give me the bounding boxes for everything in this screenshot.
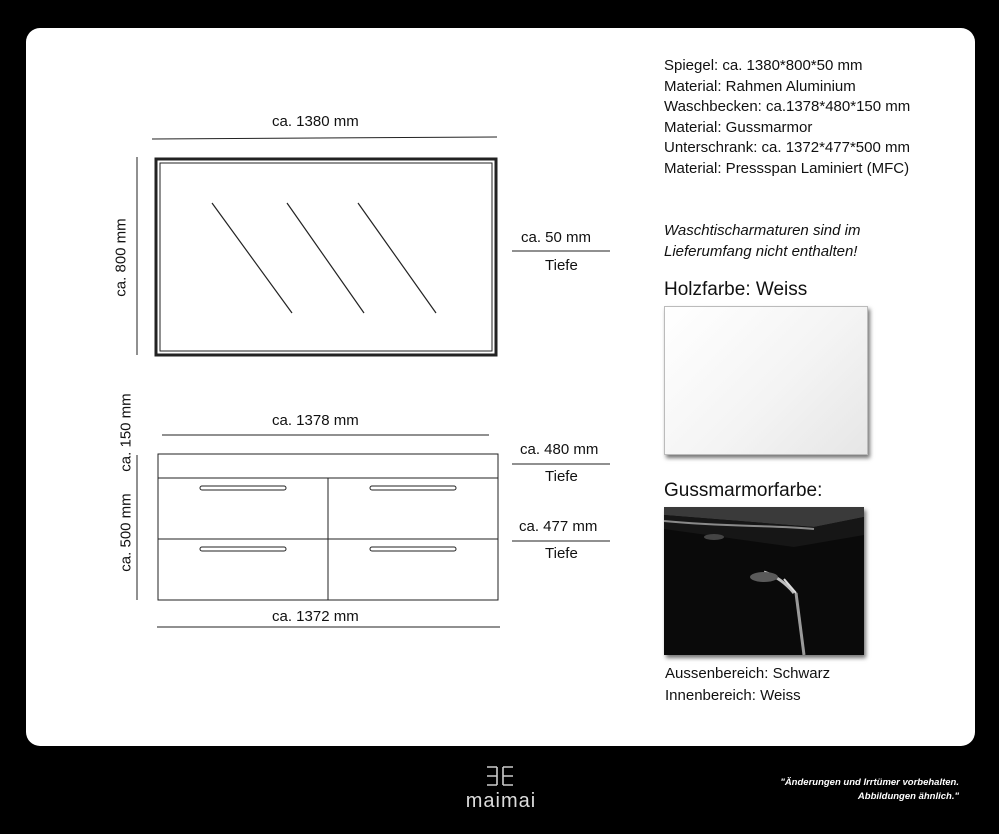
- outside-color-label: Aussenbereich: Schwarz: [665, 665, 831, 682]
- brand-logo-icon: [483, 765, 517, 789]
- mirror-width-dimension-line: [152, 137, 497, 139]
- basin-depth-caption: Tiefe: [545, 468, 578, 485]
- black-marble-swatch: [664, 507, 864, 655]
- spec-line: Unterschrank: ca. 1372*477*500 mm: [664, 139, 910, 157]
- drawer-handle: [370, 486, 456, 490]
- spec-line: Material: Pressspan Laminiert (MFC): [664, 159, 910, 177]
- cabinet-height-label: ca. 500 mm: [117, 493, 135, 572]
- disclaimer: [780, 776, 959, 804]
- spec-line: Material: Gussmarmor: [664, 118, 813, 136]
- mirror-reflection-line: [358, 203, 436, 313]
- marble-color-details: [665, 663, 830, 707]
- white-wood-swatch: [664, 306, 868, 455]
- fittings-note: [664, 220, 860, 262]
- marble-color-heading: Gussmarmorfarbe:: [664, 480, 823, 501]
- basin-width-label: ca. 1378 mm: [272, 412, 359, 429]
- disclaimer-line: Abbildungen ähnlich.": [857, 791, 959, 802]
- mirror-reflection-line: [212, 203, 292, 313]
- mirror-height-label: ca. 800 mm: [112, 218, 130, 297]
- mirror-glass: [160, 163, 492, 351]
- drawer-handle: [200, 547, 286, 551]
- brand-name: maimai: [465, 790, 537, 812]
- spec-line: Spiegel: ca. 1380*800*50 mm: [664, 57, 863, 74]
- drawer-handle: [370, 547, 456, 551]
- basin-height-label: ca. 150 mm: [117, 393, 135, 472]
- spec-list: [664, 56, 910, 180]
- cabinet-depth-label: ca. 477 mm: [519, 518, 598, 535]
- drawer-handle: [200, 486, 286, 490]
- cabinet-width-label: ca. 1372 mm: [272, 608, 359, 625]
- mirror-frame: [156, 159, 496, 355]
- basin-depth-label: ca. 480 mm: [520, 441, 599, 458]
- mirror-depth-caption: Tiefe: [545, 257, 578, 274]
- fittings-note-line: Lieferumfang nicht enthalten!: [664, 243, 858, 260]
- fittings-note-line: Waschtischarmaturen sind im: [664, 222, 861, 239]
- marble-sample-image: [664, 507, 864, 655]
- spec-line: Waschbecken: ca.1378*480*150 mm: [664, 98, 911, 116]
- spec-line: Material: Rahmen Aluminium: [664, 77, 856, 95]
- mirror-depth-label: ca. 50 mm: [521, 229, 592, 246]
- mirror-width-label: ca. 1380 mm: [272, 113, 359, 130]
- inside-color-label: Innenbereich: Weiss: [665, 687, 801, 704]
- wood-color-heading: Holzfarbe: Weiss: [664, 279, 808, 300]
- mirror-reflection-line: [287, 203, 364, 313]
- cabinet-depth-caption: Tiefe: [545, 545, 578, 562]
- basin-outline: [158, 454, 498, 478]
- disclaimer-line: "Änderungen und Irrtümer vorbehalten.: [780, 777, 959, 788]
